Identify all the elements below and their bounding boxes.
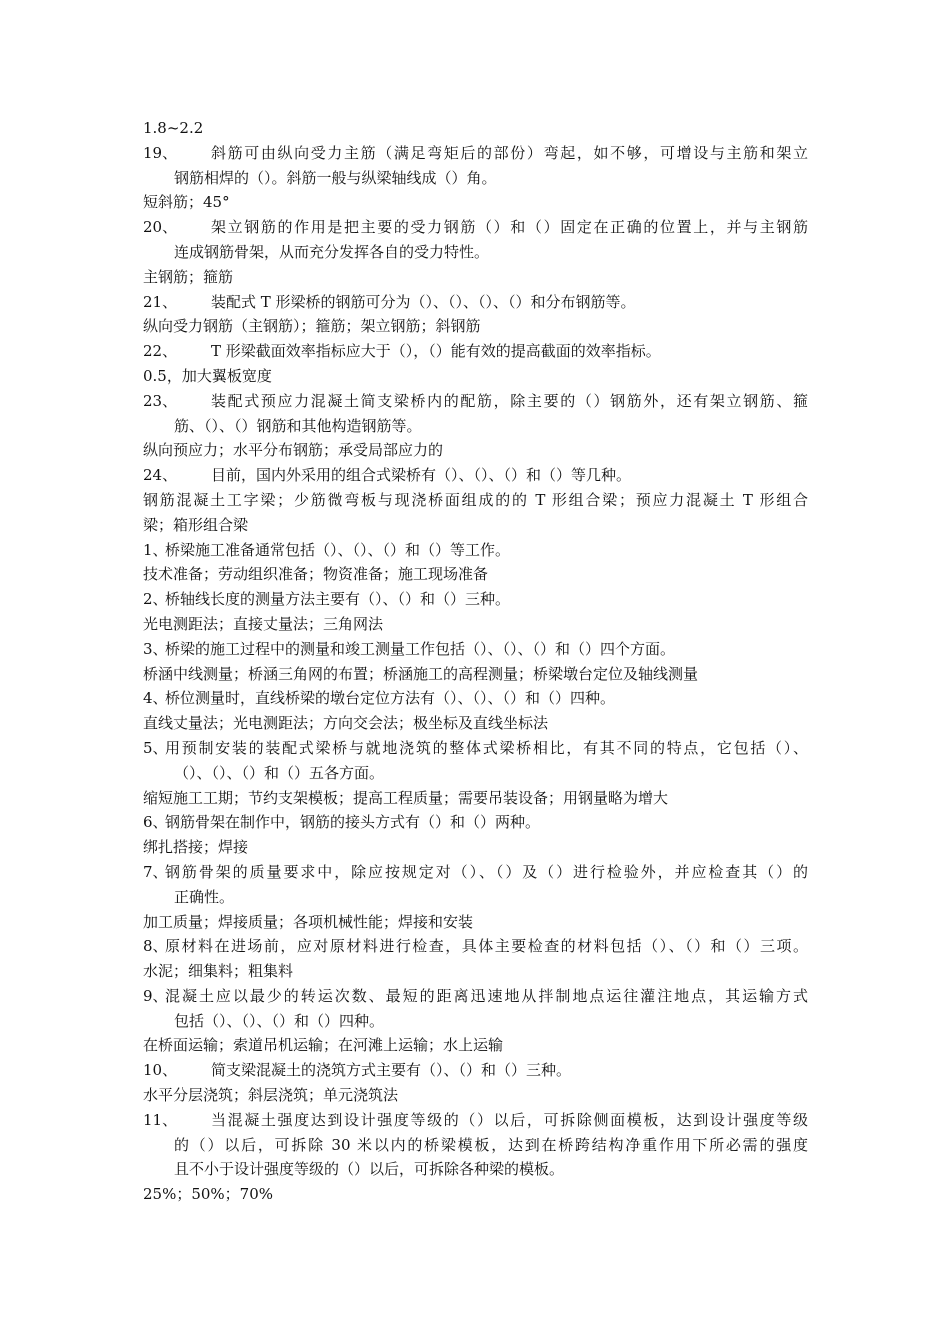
answer-text: 钢筋混凝土工字梁；少筋微弯板与现浇桥面组成的的 T 形组合梁；预应力混凝土 T 形组合 xyxy=(143,490,808,509)
question-line xyxy=(143,637,808,662)
question-number: 4、 xyxy=(143,689,168,708)
question-line xyxy=(143,736,808,761)
question-line xyxy=(143,686,808,711)
question-text: 正确性。 xyxy=(174,887,235,906)
question-continuation xyxy=(143,1009,808,1034)
answer-text: 纵向预应力；水平分布钢筋；承受局部应力的 xyxy=(143,441,444,460)
answer-text: 纵向受力钢筋（主钢筋）；箍筋；架立钢筋；斜钢筋 xyxy=(143,317,481,336)
question-line xyxy=(143,587,808,612)
question-line xyxy=(143,1058,808,1083)
question-number: 5、 xyxy=(143,738,168,757)
question-text: 简支梁混凝土的浇筑方式主要有（）、（）和（）三种。 xyxy=(211,1061,572,1080)
answer-text: 梁；箱形组合梁 xyxy=(143,515,249,534)
answer-text: 0.5，加大翼板宽度 xyxy=(143,366,272,385)
answer-text: 桥涵中线测量；桥涵三角网的布置；桥涵施工的高程测量；桥梁墩台定位及轴线测量 xyxy=(143,664,699,683)
question-continuation xyxy=(143,166,808,191)
question-number: 10、 xyxy=(143,1061,178,1080)
question-number: 19、 xyxy=(143,143,178,162)
question-text: 的（）以后，可拆除 30 米以内的桥梁模板，达到在桥跨结构净重作用下所必需的强度 xyxy=(174,1135,808,1154)
answer-text: 1.8~2.2 xyxy=(143,119,204,137)
question-text: 桥轴线长度的测量方法主要有（）、（）和（）三种。 xyxy=(165,590,511,609)
question-number: 11、 xyxy=(143,1110,178,1129)
document-body xyxy=(143,116,808,1207)
question-number: 6、 xyxy=(143,813,168,832)
answer-line xyxy=(143,786,808,811)
answer-text: 加工质量；焊接质量；各项机械性能；焊接和安装 xyxy=(143,912,474,931)
question-text: 装配式预应力混凝土简支梁桥内的配筋，除主要的（）钢筋外，还有架立钢筋、箍 xyxy=(211,391,808,410)
question-line xyxy=(143,984,808,1009)
question-continuation xyxy=(143,1157,808,1182)
question-line xyxy=(143,810,808,835)
question-text: 钢筋骨架在制作中，钢筋的接头方式有（）和（）两种。 xyxy=(165,813,541,832)
question-text: 钢筋相焊的（）。斜筋一般与纵梁轴线成（）角。 xyxy=(174,168,497,187)
answer-text: 直线丈量法；光电测距法；方向交会法；极坐标及直线坐标法 xyxy=(143,714,549,733)
question-line xyxy=(143,860,808,885)
question-text: 混凝土应以最少的转运次数、最短的距离迅速地从拌制地点运往灌注地点，其运输方式 xyxy=(165,986,808,1005)
answer-text: 绑扎搭接；焊接 xyxy=(143,838,249,857)
question-line xyxy=(143,538,808,563)
question-line xyxy=(143,389,808,414)
answer-text: 光电测距法；直接丈量法；三角网法 xyxy=(143,614,384,633)
answer-text: 水平分层浇筑；斜层浇筑；单元浇筑法 xyxy=(143,1086,399,1105)
answer-line xyxy=(143,562,808,587)
question-text: 筋、（）、（）钢筋和其他构造钢筋等。 xyxy=(174,416,422,435)
answer-line xyxy=(143,265,808,290)
answer-line xyxy=(143,438,808,463)
question-text: 目前，国内外采用的组合式梁桥有（）、（）、（）和（）等几种。 xyxy=(211,466,632,485)
answer-line xyxy=(143,1033,808,1058)
question-line xyxy=(143,290,808,315)
question-text: 用预制安装的装配式梁桥与就地浇筑的整体式梁桥相比，有其不同的特点，它包括（）、 xyxy=(165,738,808,757)
question-number: 7、 xyxy=(143,862,168,881)
question-text: 钢筋骨架的质量要求中，除应按规定对（）、（）及（）进行检验外，并应检查其（）的 xyxy=(165,862,808,881)
question-text: 桥梁的施工过程中的测量和竣工测量工作包括（）、（）、（）和（）四个方面。 xyxy=(165,639,676,658)
question-line xyxy=(143,463,808,488)
answer-line xyxy=(143,612,808,637)
answer-line xyxy=(143,488,808,513)
answer-line xyxy=(143,1182,808,1207)
question-continuation xyxy=(143,414,808,439)
question-number: 21、 xyxy=(143,292,178,311)
question-line xyxy=(143,141,808,166)
question-text: 连成钢筋骨架，从而充分发挥各自的受力特性。 xyxy=(174,242,490,261)
question-number: 8、 xyxy=(143,937,168,956)
answer-line xyxy=(143,364,808,389)
answer-line xyxy=(143,662,808,687)
question-continuation xyxy=(143,761,808,786)
answer-line xyxy=(143,835,808,860)
answer-line xyxy=(143,1083,808,1108)
question-number: 23、 xyxy=(143,391,178,410)
question-text: 桥梁施工准备通常包括（）、（）、（）和（）等工作。 xyxy=(165,540,511,559)
question-number: 24、 xyxy=(143,466,178,485)
question-line xyxy=(143,934,808,959)
question-continuation xyxy=(143,885,808,910)
answer-line xyxy=(143,513,808,538)
answer-text: 水泥；细集料；粗集料 xyxy=(143,962,294,981)
question-continuation xyxy=(143,240,808,265)
question-number: 20、 xyxy=(143,218,178,237)
question-line xyxy=(143,215,808,240)
question-number: 9、 xyxy=(143,986,168,1005)
question-number: 22、 xyxy=(143,342,178,361)
question-text: 桥位测量时，直线桥梁的墩台定位方法有（）、（）、（）和（）四种。 xyxy=(165,689,616,708)
question-text: 原材料在进场前，应对原材料进行检查，具体主要检查的材料包括（）、（）和（）三项。 xyxy=(165,937,808,956)
question-number: 2、 xyxy=(143,590,168,609)
question-text: 架立钢筋的作用是把主要的受力钢筋（）和（）固定在正确的位置上，并与主钢筋 xyxy=(211,218,808,237)
answer-text: 短斜筋；45° xyxy=(143,193,230,212)
answer-text: 技术准备；劳动组织准备；物资准备；施工现场准备 xyxy=(143,565,489,584)
answer-line xyxy=(143,190,808,215)
question-text: T 形梁截面效率指标应大于（），（）能有效的提高截面的效率指标。 xyxy=(211,342,661,361)
question-number: 3、 xyxy=(143,639,168,658)
question-text: 当混凝土强度达到设计强度等级的（）以后，可拆除侧面模板，达到设计强度等级 xyxy=(211,1110,808,1129)
answer-text: 主钢筋；箍筋 xyxy=(143,267,234,286)
answer-text: 缩短施工工期；节约支架模板；提高工程质量；需要吊装设备；用钢量略为增大 xyxy=(143,788,669,807)
answer-text: 在桥面运输；索道吊机运输；在河滩上运输；水上运输 xyxy=(143,1036,504,1055)
answer-line xyxy=(143,116,808,141)
question-text: 包括（）、（）、（）和（）四种。 xyxy=(174,1011,385,1030)
question-text: （）、（）、（）和（）五各方面。 xyxy=(174,763,385,782)
answer-line xyxy=(143,959,808,984)
question-line xyxy=(143,1108,808,1133)
question-text: 斜筋可由纵向受力主筋（满足弯矩后的部份）弯起，如不够，可增设与主筋和架立 xyxy=(211,143,808,162)
question-text: 装配式 T 形梁桥的钢筋可分为（）、（）、（）、（）和分布钢筋等。 xyxy=(211,292,636,311)
question-line xyxy=(143,339,808,364)
answer-text: 25%；50%；70% xyxy=(143,1185,274,1204)
question-number: 1、 xyxy=(143,540,168,559)
answer-line xyxy=(143,910,808,935)
question-continuation xyxy=(143,1133,808,1158)
answer-line xyxy=(143,711,808,736)
question-text: 且不小于设计强度等级的（）以后，可拆除各种梁的模板。 xyxy=(174,1160,565,1179)
answer-line xyxy=(143,314,808,339)
